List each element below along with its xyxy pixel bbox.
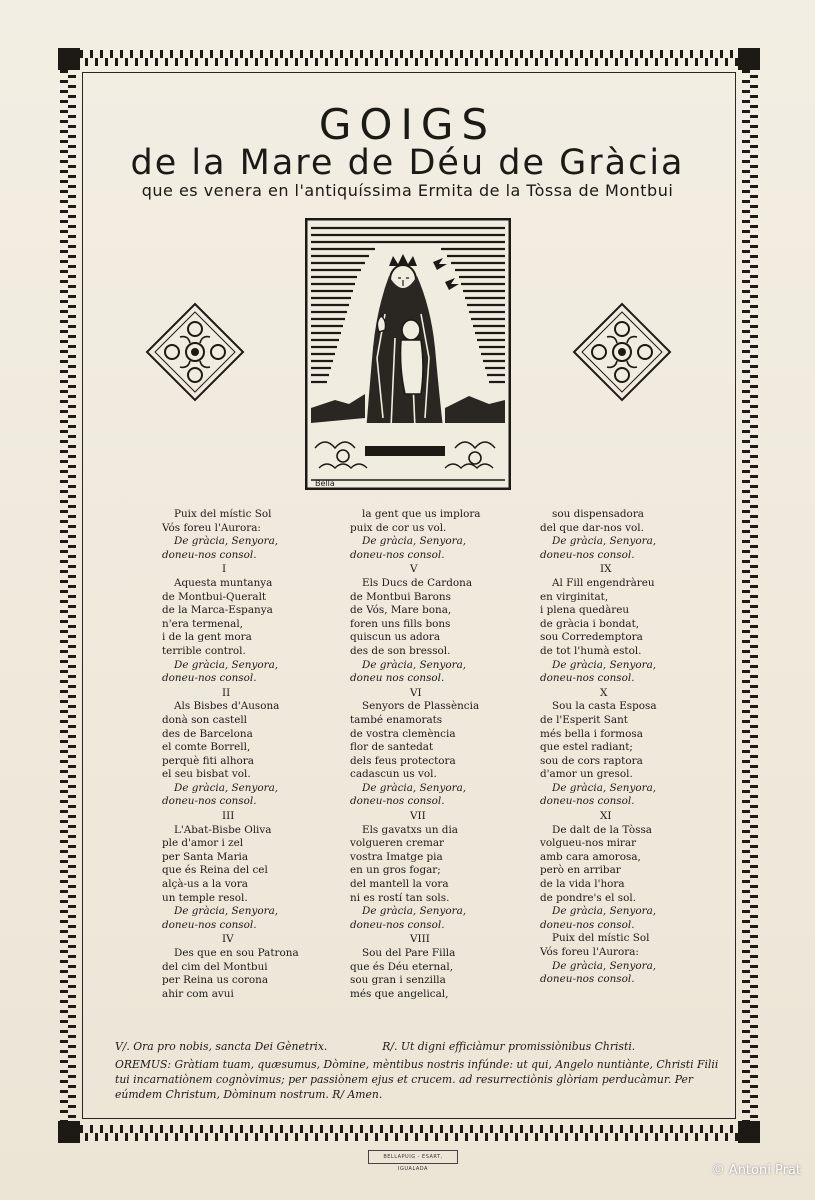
rose-ornament-icon — [572, 302, 672, 402]
verse-line: del mantell la vora — [350, 878, 449, 891]
verse-line: el seu bisbat vol. — [162, 768, 251, 781]
verse-line: amb cara amorosa, — [540, 850, 641, 863]
verse-column-3 — [540, 508, 740, 987]
verse-line: des de son bressol. — [350, 644, 451, 657]
woodcut-signature: Bella — [315, 479, 335, 488]
refrain-line: doneu-nos consol. — [162, 672, 257, 685]
corner-square — [738, 1121, 760, 1143]
verse-line: vostra Imatge pia — [350, 850, 443, 863]
stanza-number: IX — [600, 563, 612, 576]
stanza-number: XI — [600, 810, 612, 823]
verse-line: d'amor un gresol. — [540, 768, 633, 781]
verse-line: Vós foreu l'Aurora: — [540, 946, 639, 958]
verse-line: de Montbui Barons — [350, 590, 451, 603]
refrain-line: De gràcia, Senyora, — [362, 905, 467, 918]
refrain-line: doneu-nos consol. — [350, 548, 445, 561]
stanza-number: X — [600, 686, 608, 699]
printer-stamp: BELLAPUIG - ESART, IGUALADA — [368, 1150, 458, 1164]
border-right — [740, 70, 760, 1121]
refrain-line: De gràcia, Senyora, — [362, 781, 467, 794]
refrain-line: doneu nos consol. — [350, 672, 445, 685]
verse-line: L'Abat-Bisbe Oliva — [174, 823, 272, 836]
verse-line: de l'Esperit Sant — [540, 713, 628, 726]
verse-line: sou dispensadora — [552, 508, 644, 520]
verse-line: Vós foreu l'Aurora: — [162, 521, 261, 534]
verse-line: ple d'amor i zel — [162, 837, 244, 850]
verse-line: més que angelical, — [350, 987, 449, 1000]
verse-line: des de Barcelona — [162, 727, 253, 740]
corner-square — [58, 48, 80, 70]
verse-line: Aquesta muntanya — [174, 576, 273, 589]
verse-line: Al Fill engendràreu — [552, 576, 655, 589]
stanza-number: III — [222, 810, 235, 823]
refrain-line: doneu-nos consol. — [350, 918, 445, 931]
verse-line: Puix del místic Sol — [174, 508, 272, 520]
verse-line: Els gavatxs un dia — [362, 823, 458, 836]
rose-ornament-icon — [145, 302, 245, 402]
refrain-line: De gràcia, Senyora, — [174, 658, 279, 671]
verse-line: que és Déu eternal, — [350, 960, 454, 973]
verse-line: però en arribar — [540, 864, 621, 877]
border-bottom — [80, 1123, 738, 1143]
verse-line: terrible control. — [162, 644, 246, 657]
verse-line: foren uns fills bons — [350, 617, 451, 630]
verse-line: i plena quedàreu — [540, 604, 630, 617]
response-text: R/. Ut digni efficiàmur promissiònibus Christi. — [382, 1040, 636, 1053]
verse-line: ni es rostí tan sols. — [350, 891, 450, 904]
verse-line: i de la gent mora — [162, 631, 252, 644]
stanza-number: II — [222, 686, 231, 699]
verse-line: de la vida l'hora — [540, 878, 625, 891]
verse-line: la gent que us implora — [362, 508, 481, 520]
verse-line: Des que en sou Patrona — [174, 947, 299, 959]
border-left — [58, 70, 78, 1121]
refrain-line: De gràcia, Senyora, — [552, 781, 657, 794]
verse-line: de la Marca-Espanya — [162, 604, 273, 617]
title-goigs: GOIGS — [318, 100, 497, 149]
stanza-number: I — [222, 563, 227, 576]
verse-line: n'era termenal, — [162, 617, 243, 630]
verse-line: de Vós, Mare bona, — [350, 604, 452, 617]
refrain-line: De gràcia, Senyora, — [552, 535, 657, 548]
verse-line: Puix del místic Sol — [552, 932, 650, 945]
corner-square — [738, 48, 760, 70]
verse-line: de gràcia i bondat, — [540, 617, 640, 630]
verse-line: de vostra clemència — [350, 727, 456, 740]
refrain-line: De gràcia, Senyora, — [174, 535, 279, 548]
verse-line: Els Ducs de Cardona — [362, 576, 473, 589]
verse-line: Sou la casta Esposa — [552, 700, 657, 713]
verse-line: del que dar-nos vol. — [540, 521, 644, 534]
verse-line: De dalt de la Tòssa — [552, 823, 652, 836]
verse-line: dels feus protectora — [350, 754, 456, 767]
stanza-number: IV — [222, 933, 234, 946]
virgin-woodcut-image — [305, 218, 511, 490]
verse-line: que estel radiant; — [540, 741, 633, 754]
refrain-line: doneu-nos consol. — [540, 973, 635, 986]
verse-column-1 — [162, 508, 362, 1001]
refrain-line: doneu-nos consol. — [540, 672, 635, 685]
refrain-line: doneu-nos consol. — [540, 918, 635, 931]
verse-line: del cim del Montbui — [162, 960, 268, 973]
corner-square — [58, 1121, 80, 1143]
verse-line: ahir com avui — [162, 987, 234, 1000]
versicle-text: V/. Ora pro nobis, sancta Dei Gènetrix. — [115, 1040, 328, 1053]
stanza-number: VII — [410, 810, 426, 823]
verse-line: de tot l'humà estol. — [540, 644, 642, 657]
verse-line: Senyors de Plassència — [362, 700, 480, 713]
verse-line: alçà-us a la vora — [162, 878, 248, 891]
verse-line: donà son castell — [162, 713, 247, 726]
title-main: de la Mare de Déu de Gràcia — [130, 143, 685, 183]
verse-line: quiscun us adora — [350, 631, 441, 644]
stanza-number: VIII — [410, 933, 430, 946]
verse-line: també enamorats — [350, 713, 443, 726]
verse-line: flor de santedat — [350, 741, 434, 754]
verse-line: que és Reina del cel — [162, 864, 268, 877]
verse-line: perquè fiti alhora — [162, 754, 254, 767]
refrain-line: De gràcia, Senyora, — [362, 535, 467, 548]
refrain-line: doneu-nos consol. — [162, 918, 257, 931]
verse-line: volgueu-nos mirar — [540, 837, 637, 850]
verse-line: sou gran i senzilla — [350, 974, 446, 987]
verse-line: volgueren cremar — [350, 837, 445, 850]
refrain-line: doneu-nos consol. — [162, 548, 257, 561]
verse-line: en un gros fogar; — [350, 864, 441, 877]
refrain-line: De gràcia, Senyora, — [552, 959, 657, 972]
verse-column-2 — [350, 508, 550, 1001]
verse-line: sou Corredemptora — [540, 631, 643, 644]
refrain-line: De gràcia, Senyora, — [174, 905, 279, 918]
refrain-line: De gràcia, Senyora, — [552, 905, 657, 918]
verse-line: Sou del Pare Filla — [362, 947, 456, 959]
watermark-text: © Antoni Prat — [711, 1163, 801, 1178]
verse-line: per Santa Maria — [162, 850, 249, 863]
refrain-line: De gràcia, Senyora, — [362, 658, 467, 671]
verse-line: cadascun us vol. — [350, 768, 437, 781]
versicle-line — [115, 1039, 725, 1054]
verse-line: de pondre's el sol. — [540, 891, 636, 904]
verse-line: Als Bisbes d'Ausona — [174, 700, 280, 713]
stanza-number: VI — [410, 686, 422, 699]
verse-line: un temple resol. — [162, 891, 248, 904]
title-subtitle: que es venera en l'antiquíssima Ermita de la Tòssa de Montbui — [141, 181, 674, 200]
verse-line: en virginitat, — [540, 590, 609, 603]
verse-line: de Montbui-Queralt — [162, 590, 267, 603]
verse-line: més bella i formosa — [540, 727, 643, 740]
refrain-line: doneu-nos consol. — [540, 548, 635, 561]
refrain-line: doneu-nos consol. — [350, 795, 445, 808]
refrain-line: De gràcia, Senyora, — [174, 781, 279, 794]
refrain-line: doneu-nos consol. — [162, 795, 257, 808]
verse-line: el comte Borrell, — [162, 741, 251, 754]
oremus-prayer: OREMUS: Gràtiam tuam, quæsumus, Dòmine, mèntibus nostris infúnde: ut qui, Angelo nuntiànte, Christi Filii tui incarnatiònem cognòvimus; per passiònem ejus et crucem. ad resurrectiònis glòriam perducàmur. Per eúmdem Christum, Dòminum nostrum. R/ Amen. — [115, 1058, 719, 1101]
stanza-number: V — [410, 563, 418, 576]
verse-line: sou de cors raptora — [540, 754, 643, 767]
verse-line: per Reina us corona — [162, 974, 269, 987]
border-top — [80, 48, 738, 68]
verse-line: puix de cor us vol. — [350, 521, 447, 534]
refrain-line: doneu-nos consol. — [540, 795, 635, 808]
refrain-line: De gràcia, Senyora, — [552, 658, 657, 671]
